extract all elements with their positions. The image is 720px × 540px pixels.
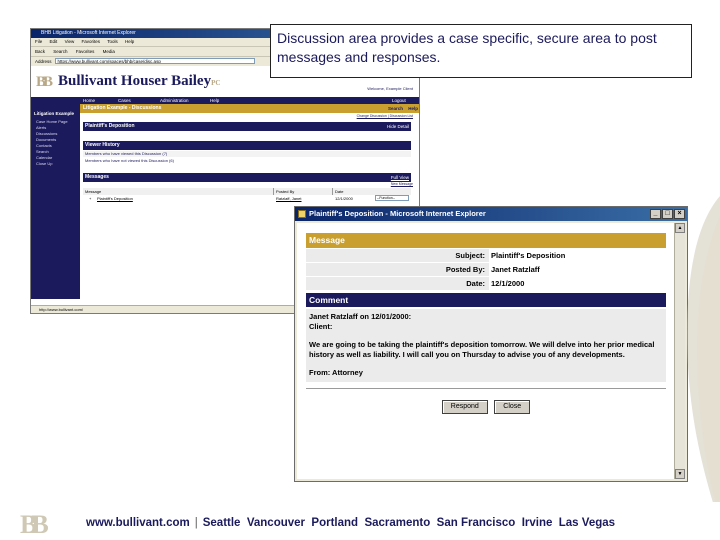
close-button[interactable]: Close (494, 400, 530, 414)
date-row (306, 277, 666, 290)
viewed-members-link[interactable]: Members who have viewed this Discussion (7) (83, 151, 411, 157)
sidebar-item-case-home[interactable]: Case Home Page (36, 119, 68, 124)
logo-suffix: PC (211, 79, 221, 87)
subject-value: Plaintiff's Deposition (489, 249, 666, 262)
discussion-sub-links[interactable]: Change Discussion | Discussion List (356, 114, 413, 118)
function-select[interactable]: --Function-- (375, 195, 409, 201)
footer-city: Sacramento (364, 517, 431, 529)
menu-edit[interactable]: Edit (49, 39, 58, 44)
viewer-history-title: Viewer History (85, 142, 120, 148)
full-view-link[interactable]: Full View (390, 175, 409, 180)
comment-header: Comment (306, 293, 666, 307)
divider (306, 388, 666, 389)
menu-view[interactable]: View (64, 39, 75, 44)
col-posted-by[interactable]: Posted By (276, 189, 295, 194)
footer-city: Portland (311, 517, 359, 529)
left-sidebar (31, 97, 80, 299)
top-nav (80, 97, 420, 104)
case-title-bar (80, 104, 420, 113)
posted-by-label: Posted By: (445, 265, 485, 274)
not-viewed-members-link[interactable]: Members who have not viewed this Discussion (6) (83, 158, 411, 164)
toolbar-favorites-button[interactable]: Favorites (75, 49, 95, 54)
message-header: Message (306, 233, 666, 248)
logo-name-text: Bullivant Houser Bailey (58, 73, 212, 89)
nav-help[interactable]: Help (210, 98, 220, 103)
decorative-swoosh (684, 196, 720, 526)
posted-by-row (306, 263, 666, 276)
messages-title: Messages (85, 174, 109, 180)
comment-body (306, 309, 666, 382)
nav-logout[interactable]: Logout (392, 98, 406, 103)
subject-row (306, 249, 666, 262)
menu-favorites[interactable]: Favorites (81, 39, 101, 44)
expand-icon[interactable]: + (89, 196, 92, 201)
scroll-down-icon[interactable]: ▼ (675, 469, 685, 479)
footer-text (86, 517, 615, 529)
message-detail (306, 233, 666, 414)
footer-city: Irvine (521, 517, 553, 529)
sidebar-item-documents[interactable]: Documents (36, 137, 57, 142)
sidebar-item-close-up[interactable]: Close Up (36, 161, 53, 166)
col-message[interactable]: Message (85, 189, 102, 194)
topic-title-bar (83, 122, 411, 131)
nav-cases[interactable]: Cases (118, 98, 131, 103)
footer-logo-icon: BB (20, 510, 43, 539)
respond-button[interactable]: Respond (442, 400, 488, 414)
table-header (83, 188, 411, 195)
comment-from: From: Attorney (309, 368, 363, 377)
subject-label: Subject: (455, 251, 485, 260)
footer-city: San Francisco (436, 517, 516, 529)
popup-window (294, 206, 688, 482)
popup-title: Plaintiff's Deposition - Microsoft Internet Explorer (309, 209, 486, 218)
comment-text: We are going to be taking the plaintiff's deposition tomorrow. We will delve into her prior medical history as well as liability. I will call you on Thursday to advise you of any developments. (309, 340, 655, 359)
site-logo-name (58, 73, 220, 90)
hide-detail-link[interactable]: Hide Detail (386, 124, 409, 129)
footer-site: www.bullivant.com (86, 517, 190, 529)
comment-author-line: Janet Ratzlaff on 12/01/2000: (309, 312, 412, 321)
search-link[interactable]: Search (387, 106, 403, 111)
callout-box (270, 24, 692, 78)
close-icon[interactable]: × (674, 209, 685, 219)
scroll-up-icon[interactable]: ▲ (675, 223, 685, 233)
popup-content (297, 223, 675, 479)
bg-window-title: BHB Litigation - Microsoft Internet Explorer (31, 29, 419, 38)
nav-home[interactable]: Home (83, 98, 96, 103)
column-divider (273, 188, 274, 195)
topic-title: Plaintiff's Deposition (85, 123, 135, 129)
bhb-logo-icon: BB (36, 74, 51, 90)
menu-tools[interactable]: Tools (107, 39, 118, 44)
address-label: Address (35, 58, 52, 64)
popup-actions (306, 395, 666, 414)
posted-by-link[interactable]: Ratzlaff, Janet (276, 196, 302, 201)
viewer-history-bar (83, 141, 411, 150)
new-message-link[interactable]: New Message (390, 182, 413, 186)
nav-administration[interactable]: Administration (160, 98, 189, 103)
row-date: 12/1/2000 (335, 196, 353, 201)
help-link[interactable]: Help (408, 106, 418, 111)
messages-bar (83, 173, 411, 182)
footer-city: Las Vegas (558, 517, 616, 529)
posted-by-value: Janet Ratzlaff (489, 263, 666, 276)
menu-help[interactable]: Help (124, 39, 135, 44)
sidebar-item-calendar[interactable]: Calendar (36, 155, 53, 160)
toolbar-search-button[interactable]: Search (53, 49, 68, 54)
case-title: Litigation Example - Discussions (83, 105, 162, 111)
popup-title-bar (295, 207, 687, 221)
address-input[interactable]: https://www.bullivant.com/spaces/bhb/case/disc.asp (55, 58, 255, 64)
welcome-text: Welcome, Example Client (367, 86, 413, 91)
sidebar-item-discussions[interactable]: Discussions (36, 131, 58, 136)
table-row (83, 195, 411, 203)
callout-text: Discussion area provides a case specific, secure area to post messages and responses. (277, 30, 657, 65)
window-controls (649, 209, 685, 219)
menu-file[interactable]: File (35, 39, 43, 44)
status-bar: http://www.bullivant.com/ (31, 305, 420, 313)
col-date[interactable]: Date (335, 189, 344, 194)
sidebar-item-alerts[interactable]: Alerts (36, 125, 47, 130)
toolbar-media-button[interactable]: Media (102, 49, 115, 54)
comment-recipient-line: Client: (309, 322, 333, 331)
date-value: 12/1/2000 (489, 277, 666, 290)
sidebar-item-search[interactable]: Search (36, 149, 49, 154)
footer-city: Vancouver (246, 517, 306, 529)
date-label: Date: (466, 279, 485, 288)
maximize-icon[interactable]: □ (662, 209, 673, 219)
toolbar-back-button[interactable]: Back (35, 49, 46, 54)
footer-separator: | (194, 517, 198, 529)
minimize-icon[interactable]: _ (650, 209, 661, 219)
messages-table (83, 188, 411, 203)
ie-page-icon (298, 210, 306, 218)
message-link[interactable]: Plaintiff's Deposition (97, 196, 133, 201)
column-divider (332, 188, 333, 195)
sidebar-heading: Litigation Example (34, 111, 75, 116)
footer-city: Seattle (202, 517, 241, 529)
sidebar-item-contacts[interactable]: Contacts (36, 143, 52, 148)
